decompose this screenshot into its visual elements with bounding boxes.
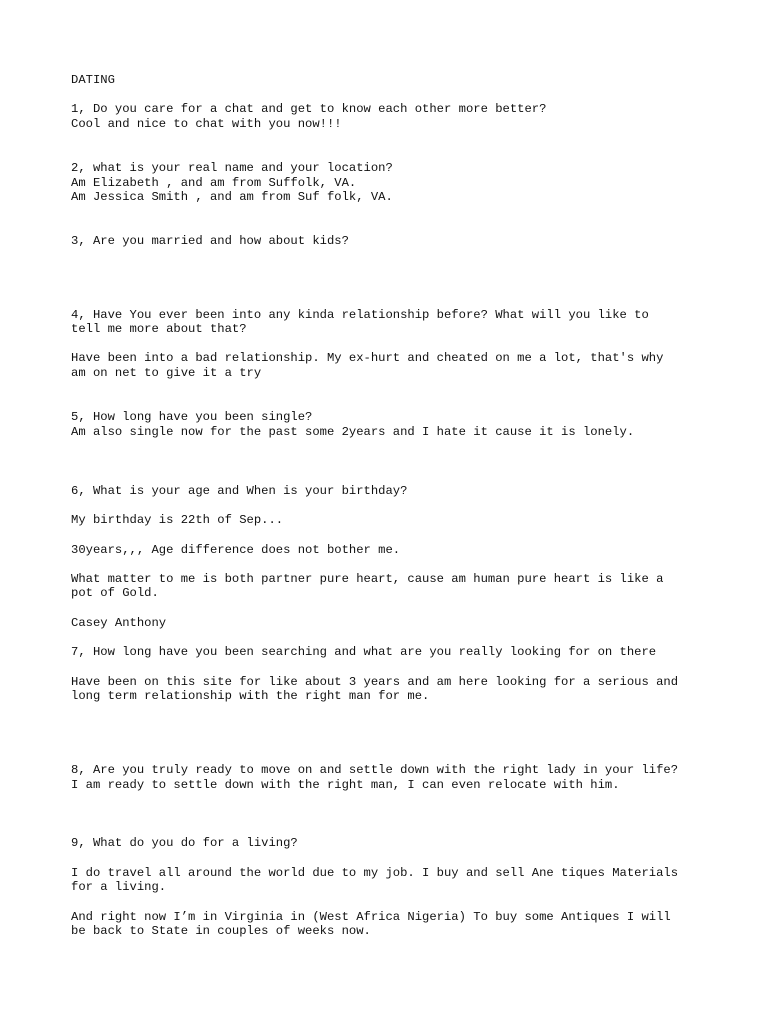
answer-2-line-2: Am Jessica Smith , and am from Suf folk, VA. bbox=[71, 190, 393, 204]
answer-9-line-2: for a living. bbox=[71, 880, 167, 894]
question-2: 2, what is your real name and your location? bbox=[71, 161, 393, 175]
answer-4-line-2: am on net to give it a try bbox=[71, 366, 262, 380]
answer-5: Am also single now for the past some 2years and I hate it cause it is lonely. bbox=[71, 425, 635, 439]
answer-6-age: 30years,,, Age difference does not bother me. bbox=[71, 543, 401, 557]
answer-6-birthday: My birthday is 22th of Sep... bbox=[71, 513, 284, 527]
question-9: 9, What do you do for a living? bbox=[71, 836, 298, 850]
question-7: 7, How long have you been searching and what are you really looking for on there bbox=[71, 645, 657, 659]
answer-7-line-1: Have been on this site for like about 3 years and am here looking for a serious and bbox=[71, 675, 679, 689]
answer-6-heart-line-2: pot of Gold. bbox=[71, 586, 159, 600]
signature-name: Casey Anthony bbox=[71, 616, 167, 630]
question-3: 3, Are you married and how about kids? bbox=[71, 234, 349, 248]
answer-9-line-4: be back to State in couples of weeks now. bbox=[71, 924, 371, 938]
answer-1: Cool and nice to chat with you now!!! bbox=[71, 117, 342, 131]
question-4-line-1: 4, Have You ever been into any kinda relationship before? What will you like to bbox=[71, 308, 649, 322]
answer-4-line-1: Have been into a bad relationship. My ex-hurt and cheated on me a lot, that's why bbox=[71, 351, 664, 365]
question-4-line-2: tell me more about that? bbox=[71, 322, 247, 336]
question-5: 5, How long have you been single? bbox=[71, 410, 313, 424]
document-title: DATING bbox=[71, 73, 115, 87]
question-1: 1, Do you care for a chat and get to know each other more better? bbox=[71, 102, 547, 116]
answer-7-line-2: long term relationship with the right man for me. bbox=[71, 689, 430, 703]
answer-8: I am ready to settle down with the right man, I can even relocate with him. bbox=[71, 778, 620, 792]
answer-6-heart-line-1: What matter to me is both partner pure heart, cause am human pure heart is like a bbox=[71, 572, 664, 586]
question-8: 8, Are you truly ready to move on and settle down with the right lady in your life? bbox=[71, 763, 679, 777]
answer-9-line-3: And right now I’m in Virginia in (West Africa Nigeria) To buy some Antiques I will bbox=[71, 910, 671, 924]
question-6: 6, What is your age and When is your birthday? bbox=[71, 484, 408, 498]
answer-2-line-1: Am Elizabeth , and am from Suffolk, VA. bbox=[71, 176, 357, 190]
answer-9-line-1: I do travel all around the world due to my job. I buy and sell Ane tiques Materials bbox=[71, 866, 679, 880]
